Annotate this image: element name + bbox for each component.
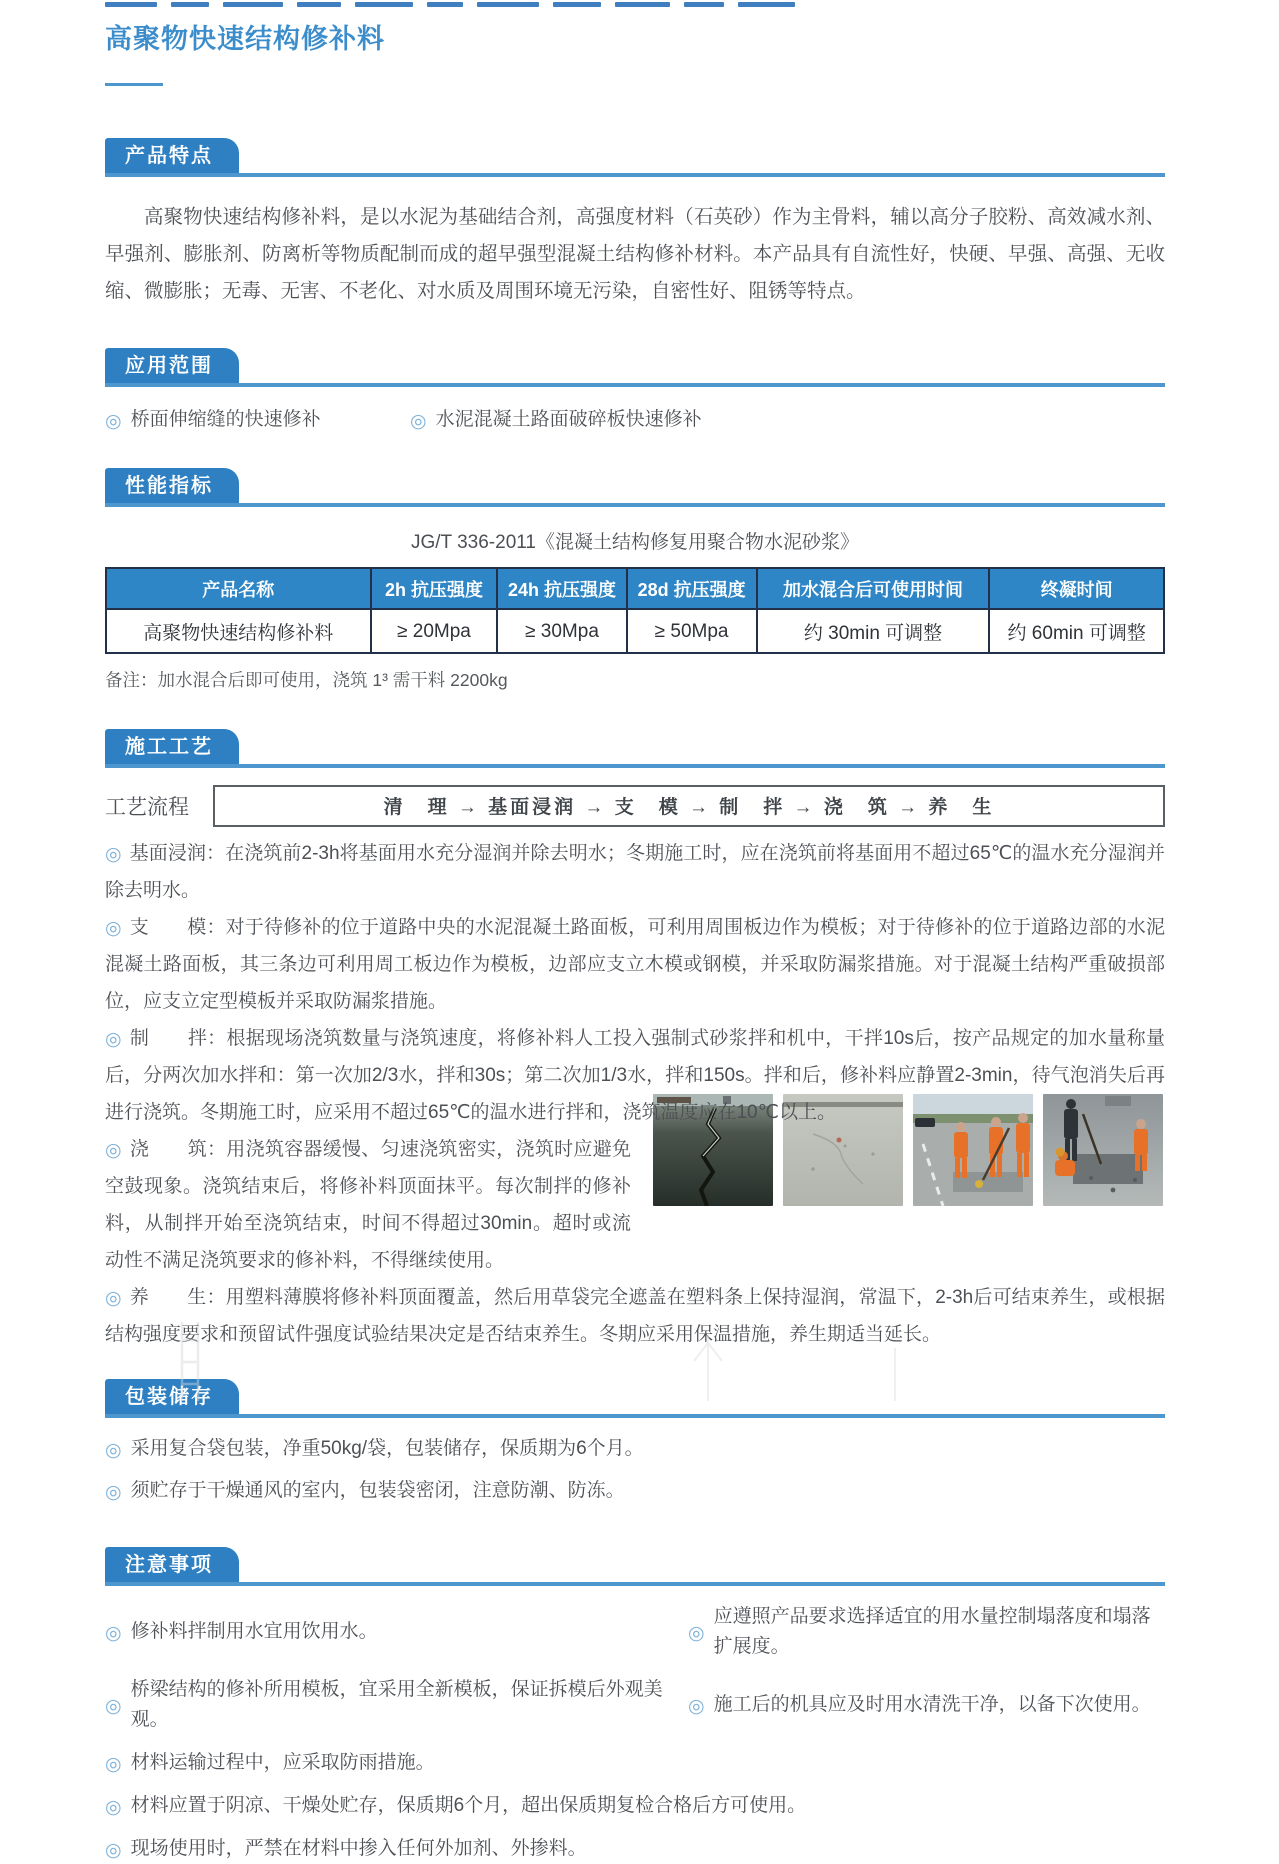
process-steps: [105, 835, 1165, 1353]
ring-bullet-icon: ◎: [688, 1695, 705, 1717]
list-item: [105, 1675, 688, 1735]
note-item-label: 桥梁结构的修补所用模板，宜采用全新模板，保证拆模后外观美观。: [130, 1679, 663, 1730]
section-header-notes: [105, 1547, 1165, 1586]
section-header-process: [105, 729, 1165, 768]
table-header-row: [106, 568, 1164, 609]
note-item-label: 现场使用时，严禁在材料中掺入任何外加剂、外掺料。: [130, 1838, 587, 1859]
process-step-text: 支 模：对于待修补的位于道路中央的水泥混凝土路面板，可利用周围板边作为模板；对于待修补的位于道路边部的水泥混凝土路面板，其三条边可利用周工板边作为模板，边部应支立木模或钢模，并采取防漏浆措施。对于混凝土结构严重破损部位，应支立定型模板并采取防漏浆措施。: [105, 917, 1165, 1012]
process-step-text: 浇 筑：用浇筑容器缓慢、匀速浇筑密实，浇筑时应避免空鼓现象。浇筑结束后，将修补料顶面抹平。每次制拌的修补料，从制拌开始至浇筑结束，时间不得超过30min。超时或流动性不满足浇筑要求的修补料，不得继续使用。: [105, 1139, 631, 1271]
list-item: [105, 1602, 688, 1662]
ring-bullet-icon: ◎: [105, 1481, 122, 1503]
section-tab-notes: 注意事项: [105, 1547, 239, 1582]
table-header-cell: 加水混合后可使用时间: [757, 568, 990, 609]
ring-bullet-icon: ◎: [688, 1622, 705, 1644]
section-tab-process: 施工工艺: [105, 729, 239, 764]
ring-bullet-icon: ◎: [105, 410, 122, 432]
ring-bullet-icon: ◎: [105, 1796, 122, 1818]
table-header-cell: 终凝时间: [989, 568, 1164, 609]
table-header-cell: 28d 抗压强度: [627, 568, 757, 609]
note-item-label: 材料应置于阴凉、干燥处贮存，保质期6个月，超出保质期复检合格后方可使用。: [130, 1795, 807, 1816]
list-item: [105, 1834, 1165, 1864]
table-cell: ≥ 20Mpa: [371, 609, 498, 653]
ring-bullet-icon: ◎: [105, 1288, 122, 1309]
section-tab-application: 应用范围: [105, 348, 239, 383]
note-item-label: 材料运输过程中，应采取防雨措施。: [130, 1752, 435, 1773]
note-item-label: 施工后的机具应及时用水清洗干净，以备下次使用。: [713, 1694, 1151, 1715]
packaging-item-label: 采用复合袋包装，净重50kg/袋，包装储存，保质期为6个月。: [130, 1438, 644, 1459]
list-item: [105, 1476, 1165, 1506]
table-cell: 约 30min 可调整: [757, 609, 990, 653]
ring-bullet-icon: ◎: [105, 1753, 122, 1775]
standard-caption: JG/T 336-2011《混凝土结构修复用聚合物水泥砂浆》: [411, 532, 859, 553]
application-item-label: 桥面伸缩缝的快速修补: [130, 409, 321, 430]
application-item-label: 水泥混凝土路面破碎板快速修补: [435, 409, 702, 430]
section-tab-features: 产品特点: [105, 138, 239, 173]
section-header-features: [105, 138, 1165, 177]
ring-bullet-icon: ◎: [105, 1622, 122, 1644]
list-item: [105, 1748, 1165, 1778]
table-cell: 高聚物快速结构修补料: [106, 609, 371, 653]
note-item-label: 修补料拌制用水宜用饮用水。: [130, 1621, 378, 1642]
table-note: 备注：加水混合后即可使用，浇筑 1³ 需干料 2200kg: [105, 670, 508, 690]
process-step: [105, 1279, 1165, 1353]
list-item: [410, 405, 702, 435]
packaging-item-label: 须贮存于干燥通风的室内，包装袋密闭，注意防潮、防冻。: [130, 1480, 625, 1501]
ring-bullet-icon: ◎: [410, 410, 427, 432]
photo-workers-road-repair: [913, 1094, 1033, 1206]
ring-bullet-icon: ◎: [105, 1695, 122, 1717]
table-row: [106, 609, 1164, 653]
section-tab-performance: 性能指标: [105, 468, 239, 503]
cropped-text-remnant: [105, 0, 1165, 7]
page-title: 高聚物快速结构修补料: [105, 24, 385, 54]
list-item: [688, 1675, 1165, 1735]
packaging-items: [105, 1434, 1165, 1506]
ring-bullet-icon: ◎: [105, 918, 122, 939]
flow-label: 工艺流程: [105, 796, 189, 819]
section-header-packaging: [105, 1379, 1165, 1418]
process-step: [105, 835, 1165, 909]
ring-bullet-icon: ◎: [105, 1839, 122, 1861]
process-flow-row: [105, 785, 1165, 827]
list-item: [688, 1602, 1165, 1662]
process-step-text: 养 生：用塑料薄膜将修补料顶面覆盖，然后用草袋完全遮盖在塑料条上保持湿润，常温下，2-3h后可结束养生，或根据结构强度要求和预留试件强度试验结果决定是否结束养生。冬期应采用保温措施，养生期适当延长。: [105, 1287, 1165, 1345]
ring-bullet-icon: ◎: [105, 1439, 122, 1461]
table-cell: ≥ 50Mpa: [627, 609, 757, 653]
flow-diagram-box: 清 理 → 基面浸润 → 支 模 → 制 拌 → 浇 筑 → 养 生: [213, 785, 1165, 827]
list-item: [105, 405, 410, 435]
table-header-cell: 产品名称: [106, 568, 371, 609]
list-item: [105, 1791, 1165, 1821]
process-step: [105, 909, 1165, 1020]
photo-workers-concrete-patch: [1043, 1094, 1163, 1206]
notes-items: [105, 1602, 1165, 1864]
section-header-application: [105, 348, 1165, 387]
table-cell: ≥ 30Mpa: [497, 609, 626, 653]
ring-bullet-icon: ◎: [105, 1140, 122, 1161]
table-header-cell: 24h 抗压强度: [497, 568, 626, 609]
section-header-performance: [105, 468, 1165, 507]
section-tab-packaging: 包装储存: [105, 1379, 239, 1414]
note-item-label: 应遵照产品要求选择适宜的用水量控制塌落度和塌落扩展度。: [713, 1606, 1151, 1657]
list-item: [105, 1434, 1165, 1464]
performance-table: [105, 567, 1165, 654]
process-step-text: 制 拌：根据现场浇筑数量与浇筑速度，将修补料人工投入强制式砂浆拌和机中，干拌10s后，按产品规定的加水量称量后，分两次加水拌和：第一次加2/3水，拌和30s；第二次加1/3水，拌和150s。拌和后，修补料应静置2-3min，待气泡消失后再进行浇筑。冬期施工时，应采用不超过65℃的温水进行拌和，浇筑温度应在10℃以上。: [105, 1028, 1165, 1123]
ring-bullet-icon: ◎: [105, 844, 122, 865]
application-items: [105, 405, 1165, 435]
table-header-cell: 2h 抗压强度: [371, 568, 498, 609]
process-step: [105, 1131, 1165, 1279]
title-underline: [105, 83, 163, 86]
process-step-text: 基面浸润：在浇筑前2-3h将基面用水充分湿润并除去明水；冬期施工时，应在浇筑前将基面用不超过65℃的温水充分湿润并除去明水。: [105, 843, 1165, 901]
ring-bullet-icon: ◎: [105, 1029, 122, 1050]
table-cell: 约 60min 可调整: [989, 609, 1164, 653]
features-paragraph: 高聚物快速结构修补料，是以水泥为基础结合剂，高强度材料（石英砂）作为主骨料，辅以高分子胶粉、高效减水剂、早强剂、膨胀剂、防离析等物质配制而成的超早强型混凝土结构修补材料。本产品具有自流性好，快硬、早强、高强、无收缩、微膨胀；无毒、无害、不老化、对水质及周围环境无污染，自密性好、阻锈等特点。: [105, 206, 1165, 302]
